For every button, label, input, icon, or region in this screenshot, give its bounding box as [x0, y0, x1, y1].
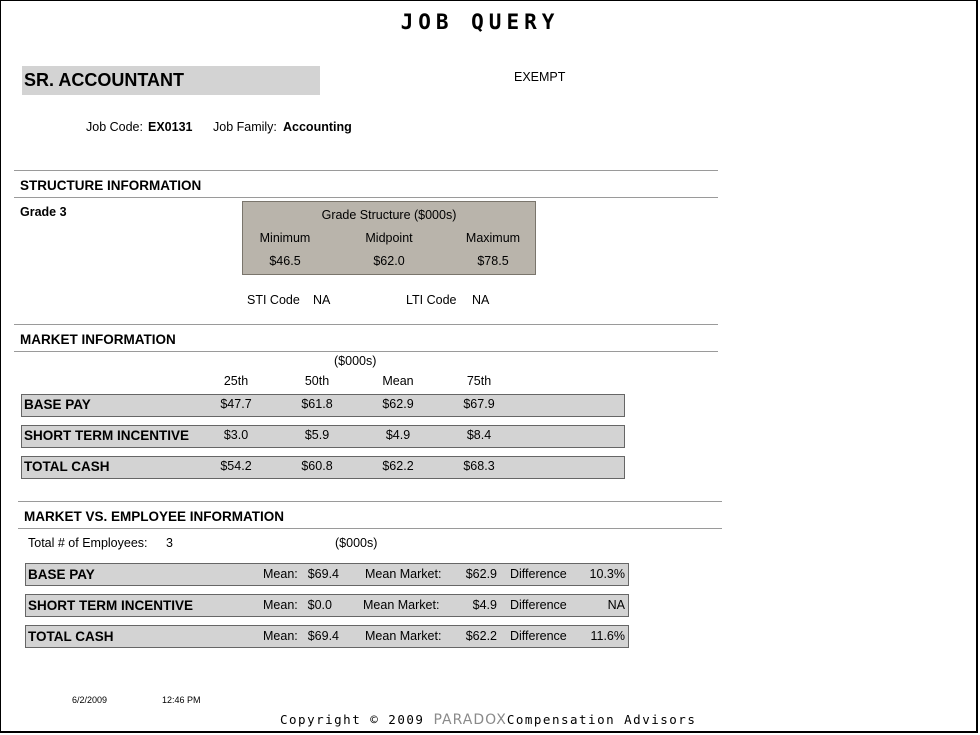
market-col-mean: Mean	[382, 374, 414, 388]
employees-count: 3	[166, 536, 173, 550]
market-cell: $8.4	[466, 428, 492, 442]
page-title: JOB QUERY	[400, 10, 560, 34]
structure-heading: STRUCTURE INFORMATION	[20, 178, 202, 193]
job-code-value: EX0131	[148, 120, 193, 134]
copyright-line	[280, 712, 696, 728]
market-cell: $61.8	[301, 397, 333, 411]
job-family-label: Job Family:	[213, 120, 277, 134]
mean-market-value: $62.9	[465, 567, 497, 581]
divider	[14, 170, 718, 171]
grade-structure-title: Grade Structure ($000s)	[321, 208, 457, 222]
sti-code-label: STI Code	[247, 293, 300, 307]
market-cell: $68.3	[463, 459, 495, 473]
market-cell: $67.9	[463, 397, 495, 411]
lti-code-value: NA	[472, 293, 490, 307]
mean-label: Mean:	[263, 567, 298, 581]
employees-label: Total # of Employees:	[28, 536, 148, 550]
market-cell: $60.8	[301, 459, 333, 473]
report-time: 12:46 PM	[162, 695, 201, 705]
report-date: 6/2/2009	[72, 695, 108, 705]
difference-value: NA	[607, 598, 625, 612]
divider	[14, 351, 718, 352]
mve-heading: MARKET VS. EMPLOYEE INFORMATION	[24, 509, 285, 524]
lti-code-label: LTI Code	[406, 293, 457, 307]
flsa-status: EXEMPT	[514, 70, 566, 84]
job-code-label: Job Code:	[86, 120, 143, 134]
market-row-label: TOTAL CASH	[24, 459, 110, 474]
grade-mid-header: Midpoint	[365, 231, 413, 245]
divider	[18, 528, 722, 529]
brand-logo: PARADOX	[433, 712, 507, 728]
grade-min-header: Minimum	[259, 231, 311, 245]
market-heading: MARKET INFORMATION	[20, 332, 176, 347]
grade-max-value: $78.5	[477, 254, 509, 268]
grade-label: Grade 3	[20, 205, 67, 219]
market-col-50th: 50th	[304, 374, 330, 388]
job-title: SR. ACCOUNTANT	[24, 70, 184, 90]
mve-row-label: BASE PAY	[28, 567, 95, 582]
mean-value: $69.4	[307, 567, 339, 581]
copyright-prefix: Copyright © 2009	[280, 712, 425, 727]
mve-row-label: SHORT TERM INCENTIVE	[28, 598, 194, 613]
mean-label: Mean:	[263, 598, 298, 612]
difference-value: 11.6%	[590, 629, 625, 643]
mean-label: Mean:	[263, 629, 298, 643]
difference-label: Difference	[510, 567, 567, 581]
mve-row-label: TOTAL CASH	[28, 629, 114, 644]
copyright-suffix: Compensation Advisors	[506, 712, 697, 727]
grade-min-value: $46.5	[269, 254, 301, 268]
mean-market-label: Mean Market:	[365, 629, 442, 643]
mean-value: $69.4	[307, 629, 339, 643]
sti-code-value: NA	[313, 293, 331, 307]
market-cell: $54.2	[220, 459, 252, 473]
market-cell: $62.9	[382, 397, 414, 411]
difference-label: Difference	[510, 598, 567, 612]
mean-market-value: $62.2	[465, 629, 497, 643]
mean-market-label: Mean Market:	[363, 598, 440, 612]
grade-mid-value: $62.0	[373, 254, 405, 268]
grade-max-header: Maximum	[465, 231, 521, 245]
market-units: ($000s)	[334, 354, 377, 368]
mean-market-value: $4.9	[472, 598, 497, 612]
difference-value: 10.3%	[589, 567, 625, 581]
market-cell: $62.2	[382, 459, 414, 473]
mve-units: ($000s)	[335, 536, 378, 550]
mean-value: $0.0	[307, 598, 332, 612]
divider	[14, 197, 718, 198]
market-row-label: SHORT TERM INCENTIVE	[24, 428, 190, 443]
market-col-75th: 75th	[466, 374, 492, 388]
difference-label: Difference	[510, 629, 567, 643]
market-cell: $3.0	[223, 428, 249, 442]
mean-market-label: Mean Market:	[365, 567, 442, 581]
market-cell: $4.9	[385, 428, 411, 442]
divider	[14, 324, 718, 325]
market-cell: $5.9	[304, 428, 330, 442]
market-cell: $47.7	[220, 397, 252, 411]
divider	[18, 501, 722, 502]
market-col-25th: 25th	[223, 374, 249, 388]
job-family-value: Accounting	[283, 120, 352, 134]
market-row-label: BASE PAY	[24, 397, 91, 412]
